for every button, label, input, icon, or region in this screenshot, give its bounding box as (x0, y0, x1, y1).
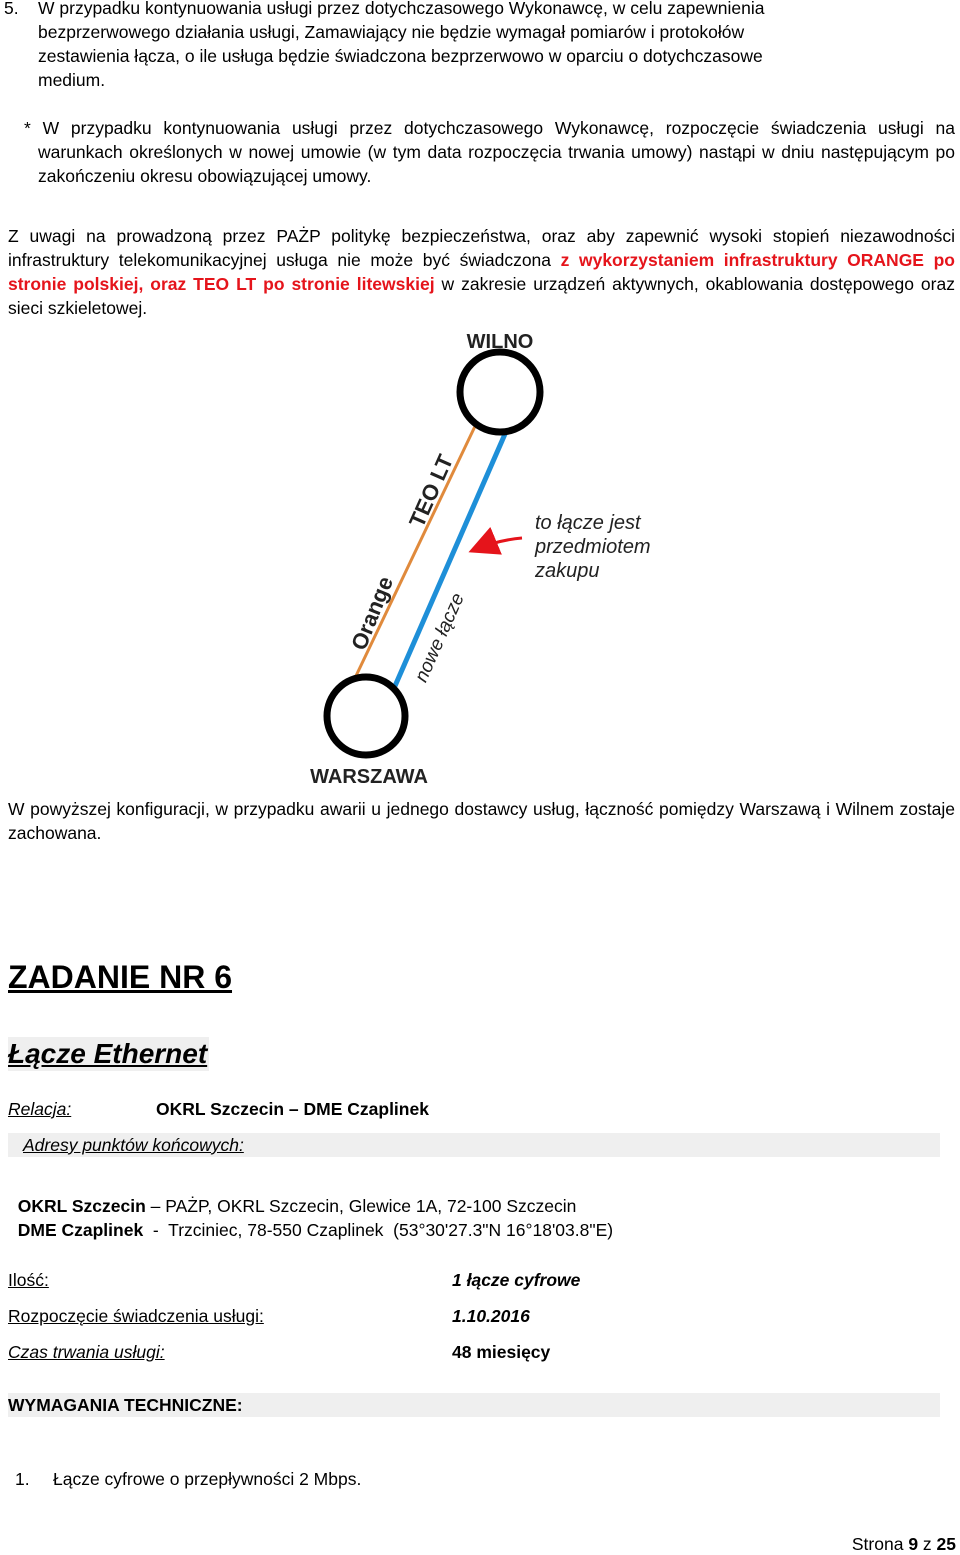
addresses-label: Adresy punktów końcowych: (23, 1135, 244, 1155)
orange-label: Orange (346, 572, 399, 654)
quantity-value: 1 łącze cyfrowe (452, 1270, 581, 1290)
relation-value: OKRL Szczecin – DME Czaplinek (156, 1099, 429, 1119)
item-5-line-3: zestawienia łącza, o ile usługa będzie świadczona bezprzerwowo w oparciu o dotychczasowe (38, 46, 763, 66)
start-label: Rozpoczęcie świadczenia usługi: (8, 1306, 264, 1326)
wilno-node (460, 352, 540, 432)
policy-paragraph (8, 224, 955, 320)
item-5-line-1: W przypadku kontynuowania usługi przez dotychczasowego Wykonawcę, w celu zapewnienia (38, 0, 765, 18)
address-dme (8, 1194, 613, 1242)
warszawa-label: WARSZAWA (310, 766, 428, 788)
annotation-line-1: to łącze jest (535, 512, 641, 534)
duration-label: Czas trwania usługi: (8, 1342, 165, 1362)
warszawa-node (327, 677, 405, 755)
item-5-text (38, 0, 958, 92)
task-heading: ZADANIE NR 6 (8, 959, 233, 995)
start-value: 1.10.2016 (452, 1306, 530, 1326)
address-okrl-details: – PAŻP, OKRL Szczecin, Glewice 1A, 72-100 Szczecin (145, 1196, 577, 1216)
tech-requirements-label: WYMAGANIA TECHNICZNE: (8, 1395, 243, 1415)
requirement-number: 1. (15, 1469, 30, 1489)
footnote: * W przypadku kontynuowania usługi przez dotychczasowego Wykonawcę, rozpoczęcie świadczenia usługi na warunkach określonych w nowej umowie (w tym data rozpoczęcia trwania umowy) nastąpi w dniu następującym po zakończeniu okresu obowiązującej umowy. (24, 118, 955, 186)
item-5-line-2: bezprzerwowego działania usługi, Zamawiający nie będzie wymagał pomiarów i protokołów (38, 22, 745, 42)
task-subheading: Łącze Ethernet (8, 1038, 208, 1069)
annotation-arrow (474, 538, 522, 550)
page-total: 25 (936, 1534, 956, 1554)
address-okrl-name: OKRL Szczecin (17, 1196, 146, 1216)
policy-text-after: w zakresie urządzeń aktywnych, okablowania dostępowego oraz sieci szkieletowej. (8, 274, 955, 318)
duration-value: 48 miesięcy (452, 1342, 551, 1362)
page-number (842, 1511, 956, 1555)
summary-paragraph: W powyższej konfiguracji, w przypadku awarii u jednego dostawcy usług, łączność pomiędzy Warszawą i Wilnem zostaje zachowana. (8, 799, 955, 843)
page-prefix: Strona (851, 1534, 909, 1554)
new-line-label: nowe łącze (411, 590, 469, 686)
teo-lt-label: TEO LT (404, 450, 459, 532)
item-5-line-4: medium. (38, 70, 106, 90)
address-dme-details: - Trzciniec, 78-550 Czaplinek (53°30'27.3"N 16°18'03.8"E) (143, 1220, 614, 1240)
page-current: 9 (908, 1534, 919, 1554)
policy-text-before: Z uwagi na prowadzoną przez PAŻP politykę bezpieczeństwa, oraz aby zapewnić wysoki stopień niezawodności infrastruktury telekomunikacyjnej usługa nie może być świadczona (8, 226, 955, 270)
wilno-label: WILNO (466, 331, 534, 353)
page-separator: z (918, 1534, 937, 1554)
network-diagram (0, 320, 960, 790)
address-dme-name: DME Czaplinek (17, 1220, 144, 1240)
item-5-number: 5. (4, 0, 19, 18)
relation-label: Relacja: (8, 1099, 72, 1119)
requirement-text: Łącze cyfrowe o przepływności 2 Mbps. (53, 1469, 362, 1489)
annotation-line-2: przedmiotem (535, 536, 651, 558)
annotation-line-3: zakupu (535, 560, 600, 582)
policy-highlight: z wykorzystaniem infrastruktury ORANGE po stronie polskiej, oraz TEO LT po stronie litewskiej (8, 250, 955, 294)
quantity-label: Ilość: (8, 1270, 49, 1290)
